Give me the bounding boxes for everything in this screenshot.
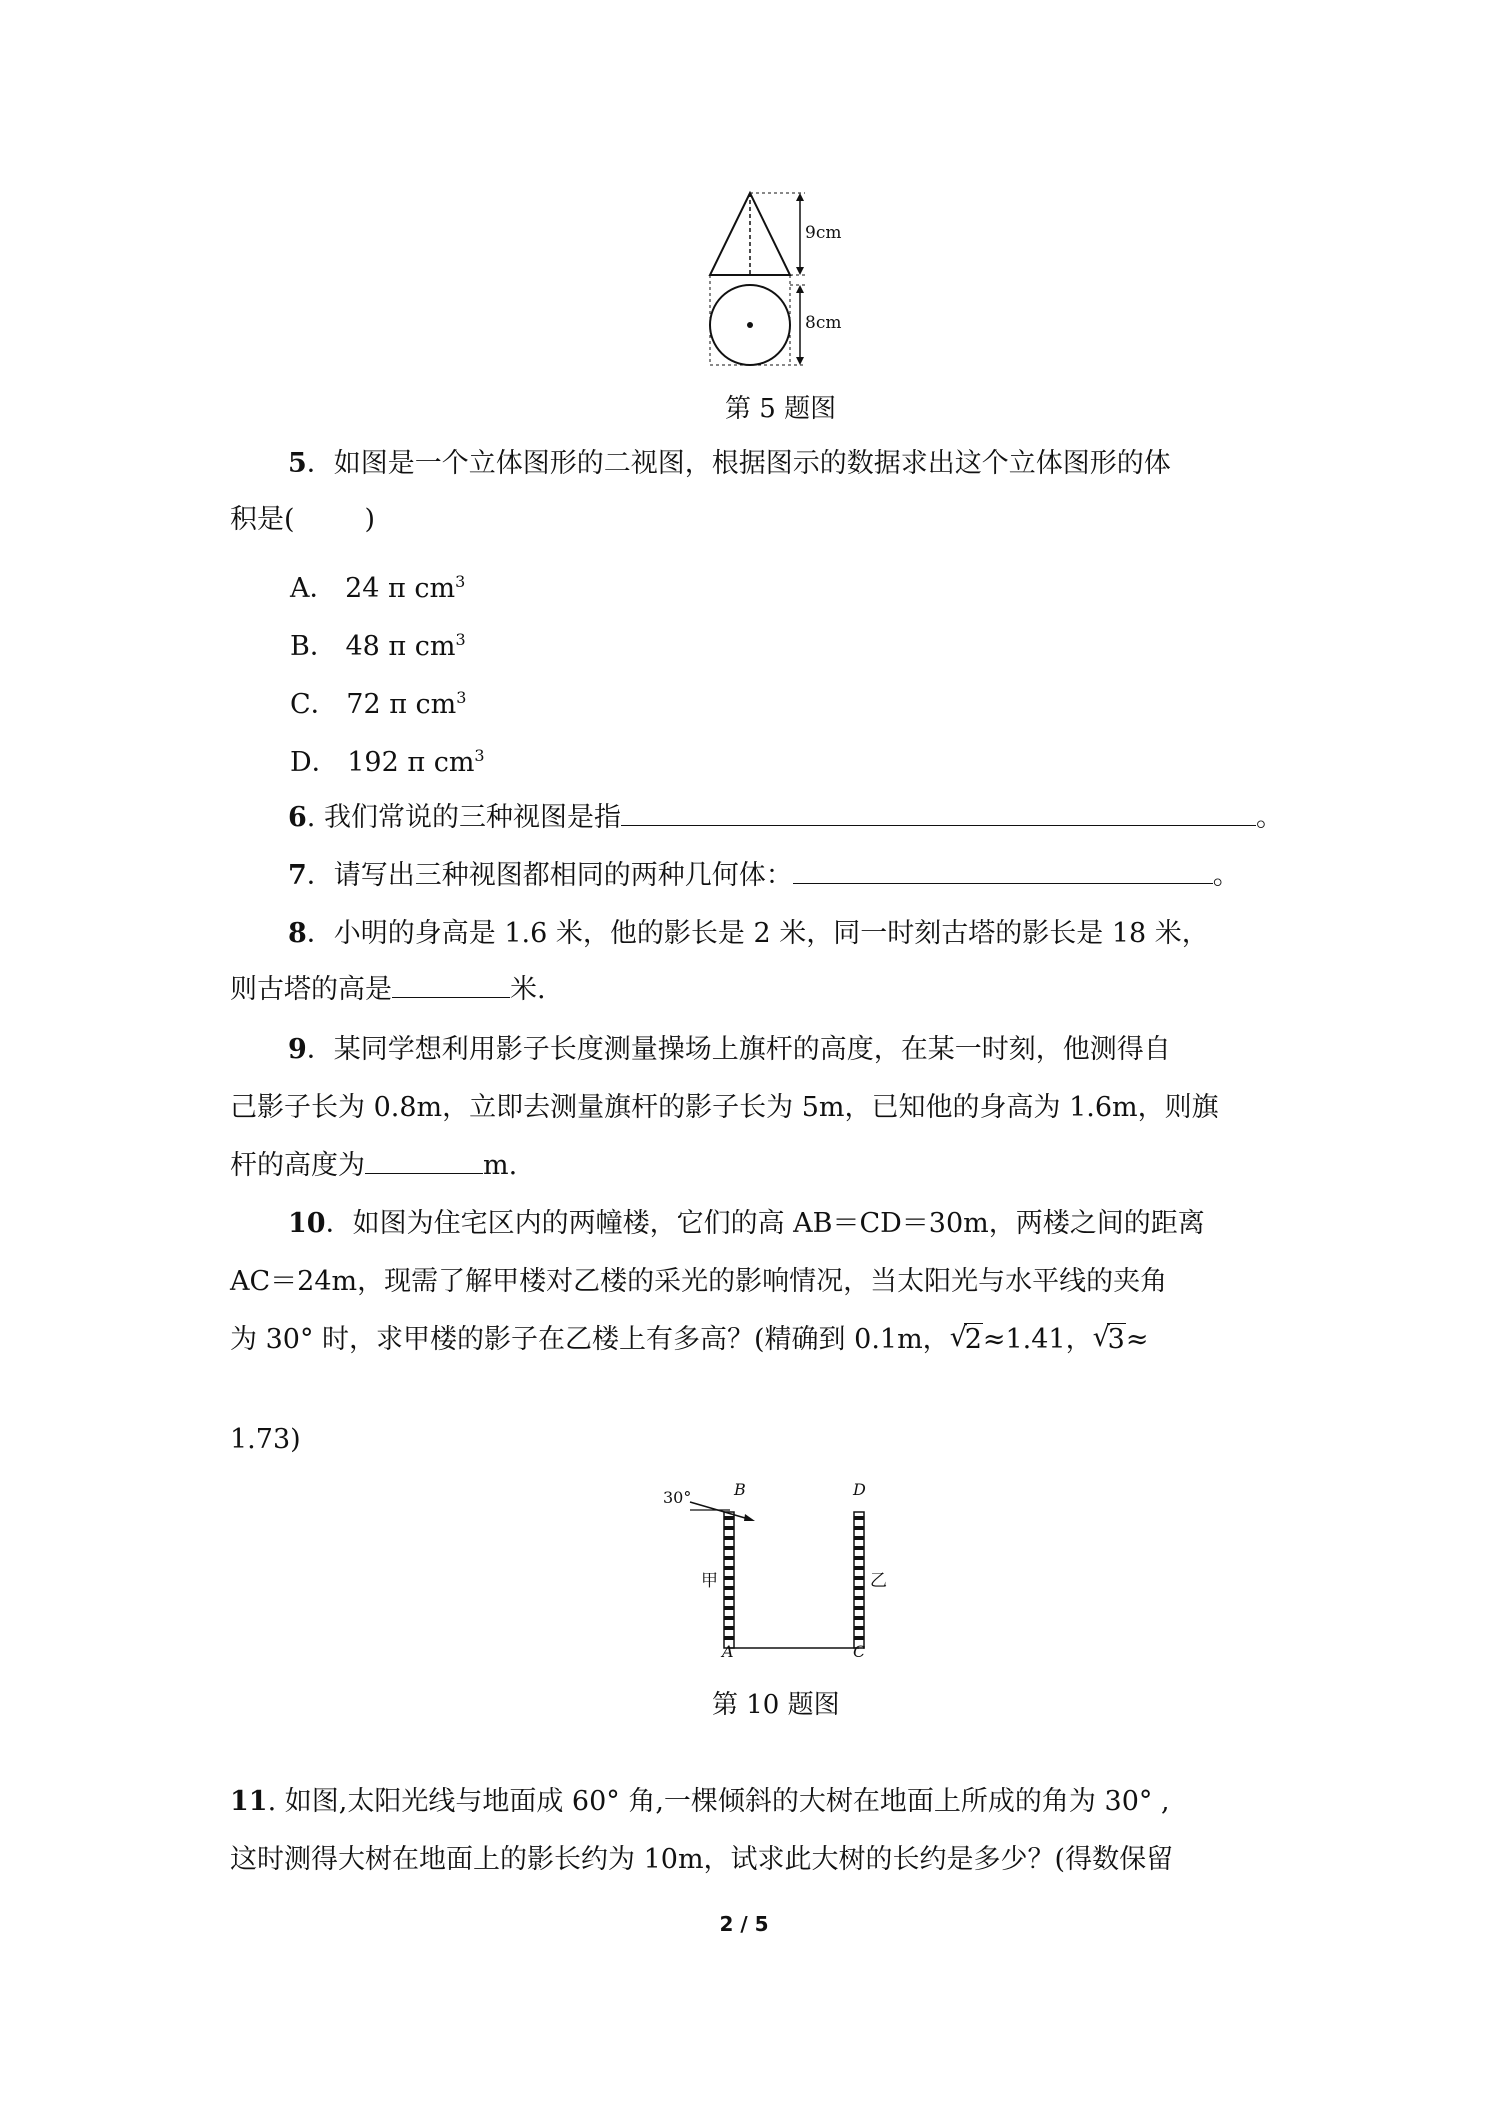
figure-5-caption: 第 5 题图 bbox=[725, 394, 837, 424]
question-text: ) bbox=[364, 504, 376, 535]
option-value: 24 π cm bbox=[345, 573, 456, 604]
option-letter: B bbox=[290, 631, 310, 662]
question-11-line-2 bbox=[230, 1840, 1173, 1880]
question-5-line-2 bbox=[230, 500, 375, 540]
point-b-label: B bbox=[734, 1480, 746, 1499]
question-text: . 我们常说的三种视图是指 bbox=[306, 802, 621, 833]
question-number: 10 bbox=[288, 1208, 326, 1239]
question-text: . 如图,太阳光线与地面成 60° 角,一棵倾斜的大树在地面上所成的角为 30° , bbox=[267, 1786, 1170, 1817]
question-10-line-2 bbox=[230, 1262, 1167, 1302]
answer-blank[interactable] bbox=[365, 1147, 483, 1174]
radicand: 2 bbox=[964, 1324, 982, 1355]
height-label: 9cm bbox=[805, 223, 842, 243]
question-number: 9 bbox=[288, 1034, 307, 1065]
option-b bbox=[290, 624, 466, 663]
question-text: ≈ bbox=[1125, 1324, 1149, 1355]
option-exponent: 3 bbox=[474, 746, 485, 765]
option-exponent: 3 bbox=[456, 688, 467, 707]
option-exponent: 3 bbox=[455, 630, 466, 649]
question-text: ≈1.41， bbox=[982, 1324, 1093, 1355]
question-text: ．小明的身高是 1.6 米，他的影长是 2 米，同一时刻古塔的影长是 18 米， bbox=[306, 918, 1209, 949]
option-letter: C bbox=[290, 689, 311, 720]
question-11-line-1 bbox=[230, 1782, 1170, 1822]
option-sep: ． bbox=[309, 631, 337, 662]
question-9-line-3 bbox=[230, 1146, 517, 1186]
question-text: 为 30° 时，求甲楼的影子在乙楼上有多高？(精确到 0.1m， bbox=[230, 1324, 950, 1355]
question-number: 7 bbox=[288, 860, 307, 891]
option-c bbox=[290, 682, 466, 721]
figure-10 bbox=[660, 1480, 900, 1663]
option-exponent: 3 bbox=[455, 572, 466, 591]
option-d bbox=[290, 740, 485, 779]
option-sep: ． bbox=[309, 573, 337, 604]
figure-10-drawing bbox=[660, 1488, 900, 1663]
question-number: 8 bbox=[288, 918, 307, 949]
answer-blank[interactable] bbox=[793, 857, 1213, 884]
option-a bbox=[290, 566, 465, 605]
question-7 bbox=[288, 856, 1240, 896]
question-text: ．请写出三种视图都相同的两种几何体： bbox=[306, 860, 793, 891]
building-yi-label: 乙 bbox=[870, 1571, 887, 1591]
figure-5 bbox=[700, 185, 860, 375]
question-text: 米. bbox=[510, 974, 546, 1005]
point-c-label: C bbox=[853, 1642, 866, 1661]
question-text: ．如图为住宅区内的两幢楼，它们的高 AB＝CD＝30m，两楼之间的距离 bbox=[325, 1208, 1205, 1239]
page-number: 2 / 5 bbox=[719, 1912, 769, 1936]
radicand: 3 bbox=[1107, 1324, 1125, 1355]
question-text: 1.73) bbox=[230, 1424, 301, 1455]
question-text: 。 bbox=[1255, 802, 1283, 833]
question-8-line-1 bbox=[288, 914, 1209, 954]
figure-5-drawing bbox=[700, 185, 860, 375]
question-5-line-1 bbox=[288, 444, 1171, 484]
point-d-label: D bbox=[853, 1480, 866, 1499]
question-8-line-2 bbox=[230, 970, 546, 1010]
question-text: ．如图是一个立体图形的二视图，根据图示的数据求出这个立体图形的体 bbox=[306, 448, 1171, 479]
question-text: 杆的高度为 bbox=[230, 1150, 365, 1181]
option-value: 72 π cm bbox=[346, 689, 457, 720]
question-text: m. bbox=[483, 1150, 518, 1181]
option-letter: D bbox=[290, 747, 312, 778]
point-a-label: A bbox=[722, 1642, 734, 1661]
question-6 bbox=[288, 798, 1283, 838]
option-sep: ． bbox=[311, 747, 339, 778]
question-10-line-3 bbox=[230, 1320, 1148, 1360]
question-10-line-1 bbox=[288, 1204, 1205, 1244]
sqrt-2: √ 2 bbox=[949, 1322, 982, 1355]
question-number: 11 bbox=[230, 1786, 268, 1817]
diameter-label: 8cm bbox=[805, 313, 842, 333]
question-text: 。 bbox=[1212, 860, 1240, 891]
question-10-line-4 bbox=[230, 1420, 301, 1460]
option-value: 48 π cm bbox=[345, 631, 456, 662]
question-number: 5 bbox=[288, 448, 307, 479]
figure-10-caption: 第 10 题图 bbox=[712, 1690, 840, 1720]
question-text: ．某同学想利用影子长度测量操场上旗杆的高度，在某一时刻，他测得自 bbox=[306, 1034, 1171, 1065]
angle-label: 30° bbox=[663, 1488, 692, 1507]
question-text: 己影子长为 0.8m，立即去测量旗杆的影子长为 5m，已知他的身高为 1.6m，则旗 bbox=[230, 1092, 1219, 1123]
option-letter: A bbox=[290, 573, 310, 604]
question-text: 这时测得大树在地面上的影长约为 10m，试求此大树的长约是多少？(得数保留 bbox=[230, 1844, 1174, 1875]
question-text: 积是( bbox=[230, 504, 295, 535]
option-value: 192 π cm bbox=[347, 747, 475, 778]
answer-blank[interactable] bbox=[621, 799, 1256, 826]
question-9-line-2 bbox=[230, 1088, 1219, 1128]
answer-blank[interactable] bbox=[392, 971, 510, 998]
option-sep: ． bbox=[310, 689, 338, 720]
question-text: 则古塔的高是 bbox=[230, 974, 392, 1005]
question-9-line-1 bbox=[288, 1030, 1171, 1070]
building-jia-label: 甲 bbox=[701, 1571, 718, 1591]
question-number: 6 bbox=[288, 802, 307, 833]
question-text: AC＝24m，现需了解甲楼对乙楼的采光的影响情况，当太阳光与水平线的夹角 bbox=[230, 1266, 1168, 1297]
sqrt-3: √ 3 bbox=[1092, 1322, 1125, 1355]
